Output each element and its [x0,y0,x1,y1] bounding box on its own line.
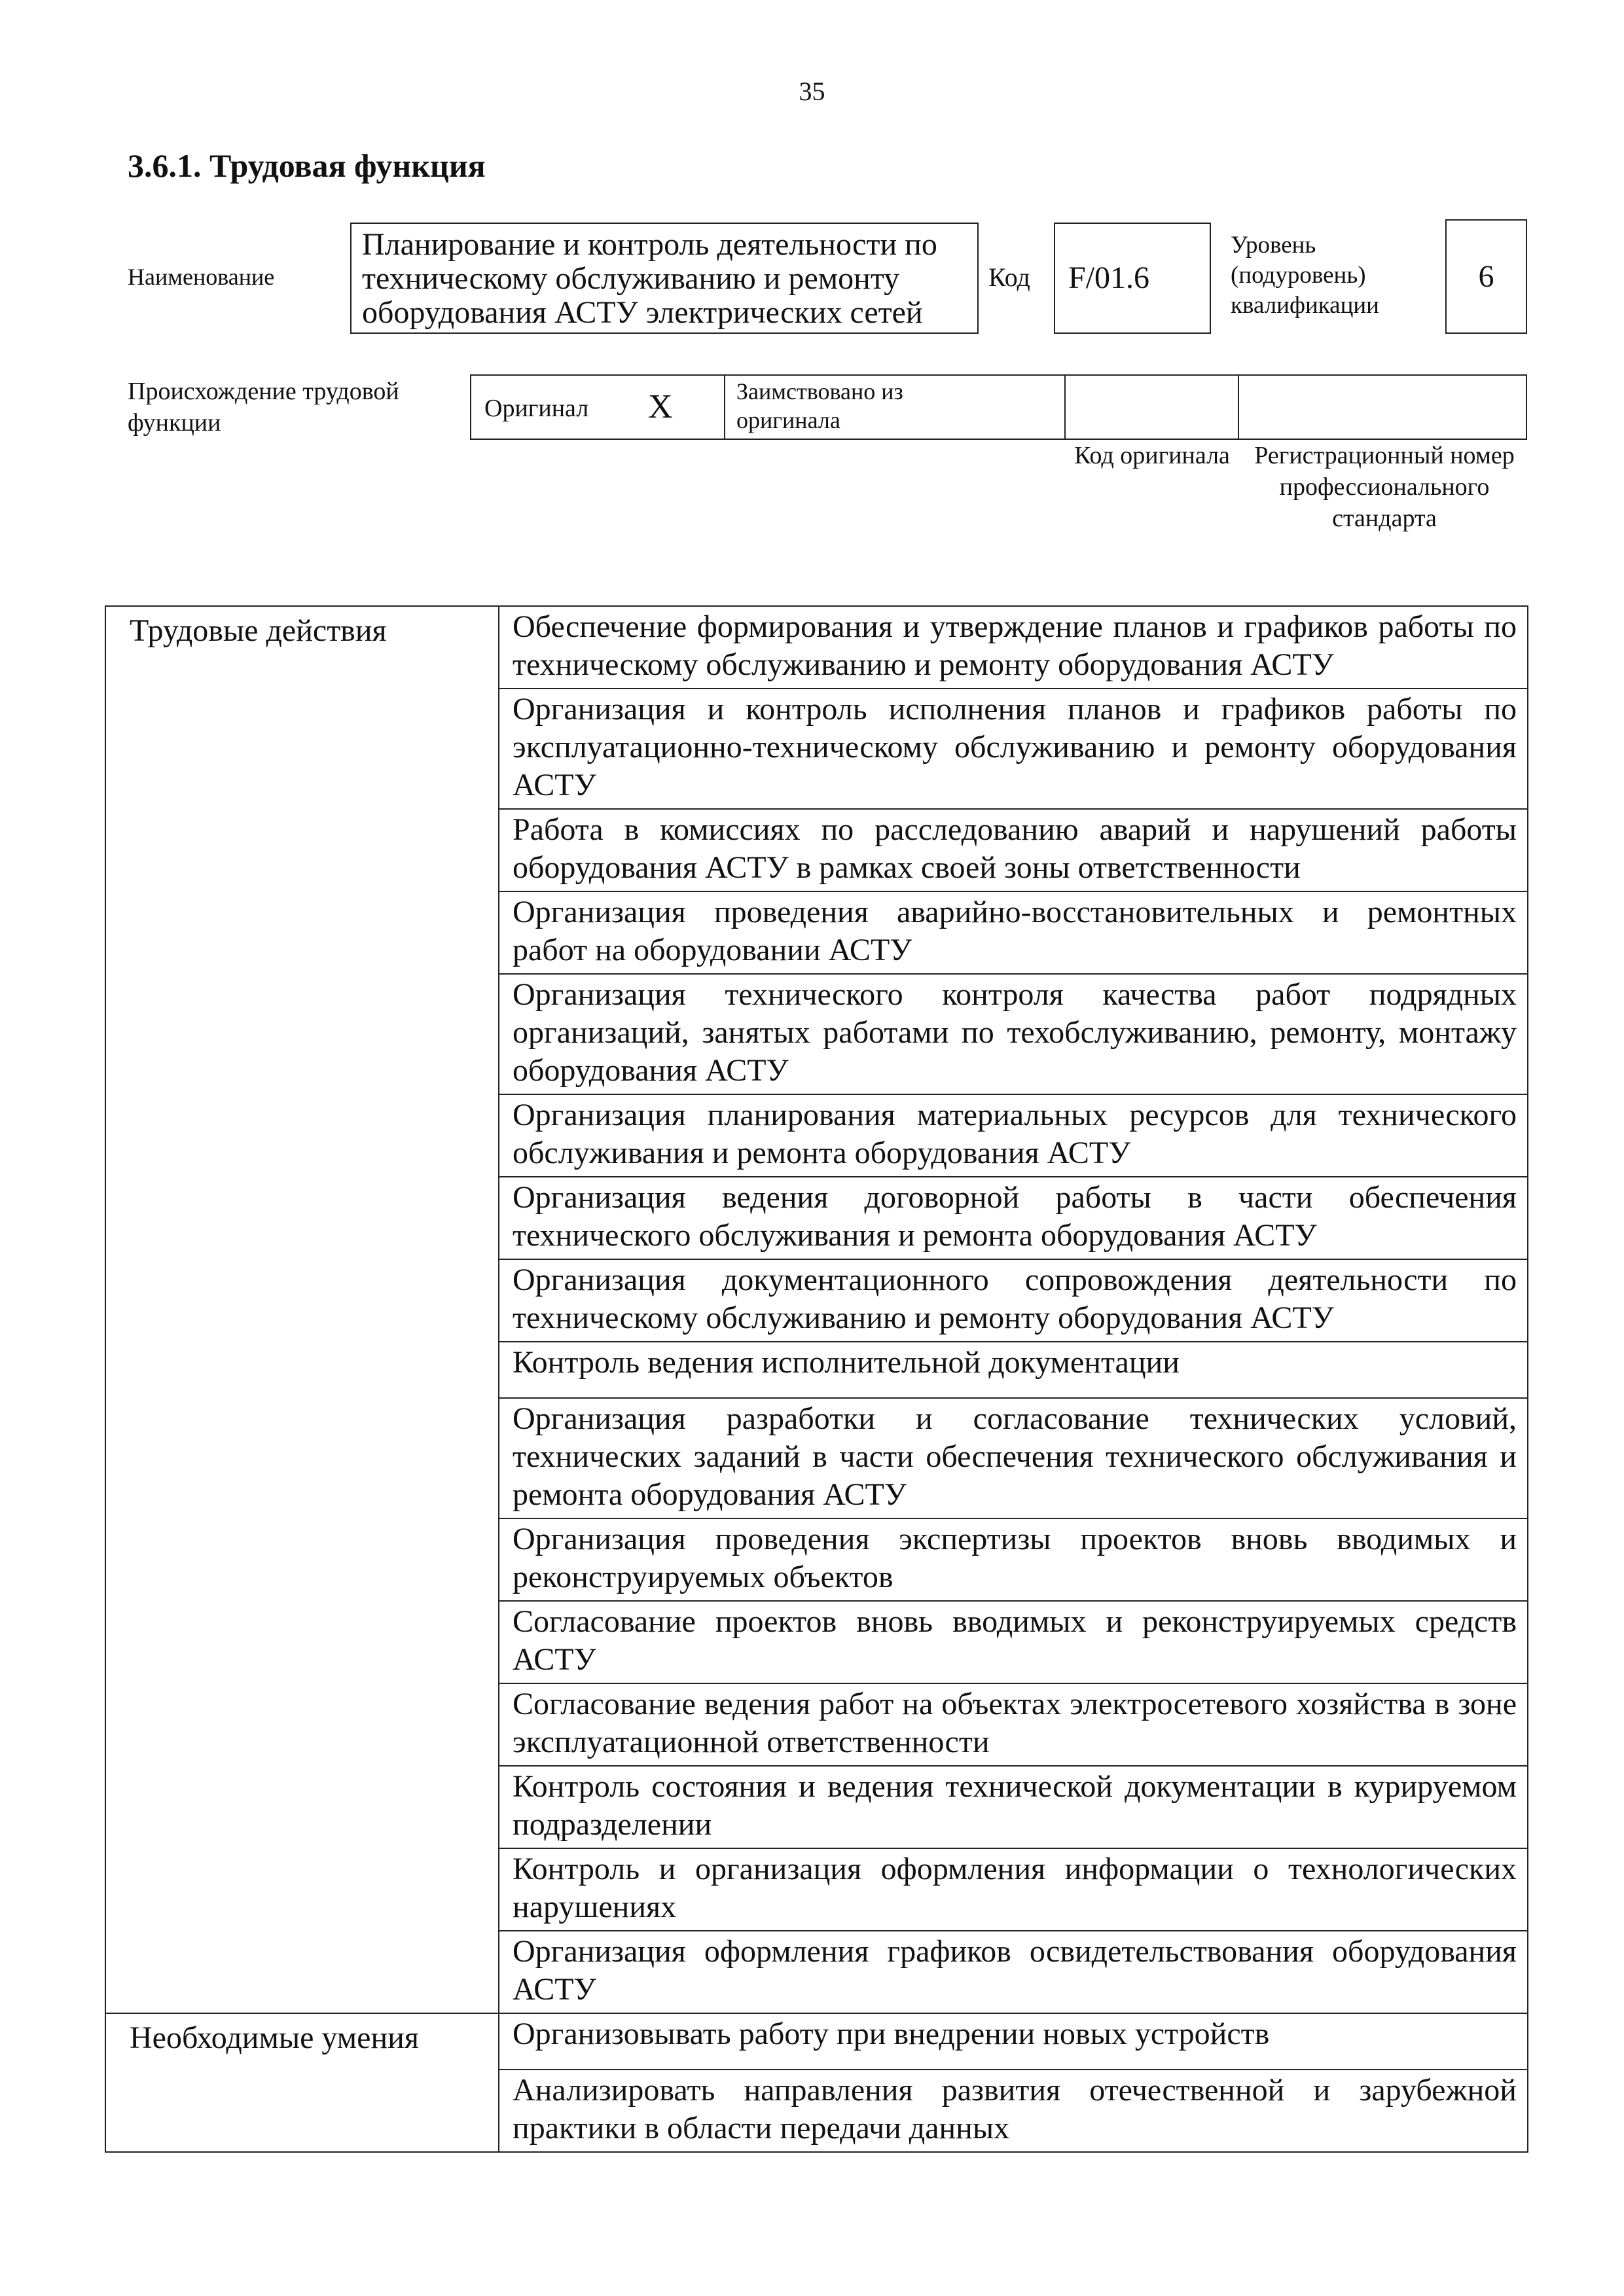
code-label: Код [988,262,1030,292]
action-item: Обеспечение формирования и утверждение планов и графиков работы по техническому обслуживанию и ремонту оборудования АСТУ [499,606,1528,689]
table-row [105,606,1528,689]
table-row [105,2013,1528,2070]
origin-reg-caption: Регистрационный номер профессионального стандарта [1254,442,1515,532]
skills-label: Необходимые умения [105,2013,499,2070]
origin-label [128,376,435,439]
table-row [105,891,1528,974]
table-row [105,1177,1528,1259]
level-label-text: Уровень (подуровень) квалификации [1231,232,1379,319]
action-item: Контроль и организация оформления информации о технологических нарушениях [499,1848,1528,1931]
action-item: Контроль состояния и ведения технической документации в курируемом подразделении [499,1766,1528,1848]
table-row [105,1398,1528,1518]
name-label: Наименование [128,264,275,290]
section-title: 3.6.1. Трудовая функция [128,147,486,184]
function-name-box: Планирование и контроль деятельности по техническому обслуживанию и ремонту оборудования АСТУ электрических сетей [350,223,979,334]
origin-code-caption: Код оригинала [1074,442,1230,469]
skill-item: Организовывать работу при внедрении новых устройств [499,2013,1528,2070]
actions-label: Трудовые действия [105,606,499,689]
origin-original-label: Оригинал [484,395,589,422]
table-row [105,1342,1528,1398]
table-row [105,689,1528,809]
table-row [105,1259,1528,1342]
page-number: 35 [799,77,825,106]
action-item: Организация документационного сопровождения деятельности по техническому обслуживанию и ремонту оборудования АСТУ [499,1259,1528,1342]
table-row [105,1601,1528,1683]
action-item: Организация оформления графиков освидетельствования оборудования АСТУ [499,1931,1528,2013]
action-item: Организация ведения договорной работы в части обеспечения технического обслуживания и ремонта оборудования АСТУ [499,1177,1528,1259]
table-row [105,1931,1528,2013]
origin-cell-code [1066,376,1239,439]
action-item: Согласование ведения работ на объектах электросетевого хозяйства в зоне эксплуатационной ответственности [499,1683,1528,1766]
table-row [105,809,1528,891]
origin-box [470,374,1527,440]
level-box: 6 [1445,219,1527,334]
origin-borrowed-label: Заимствовано из оригинала [736,378,903,433]
code-box: F/01.6 [1054,223,1211,334]
level-label [1231,230,1420,321]
origin-label-text: Происхождение трудовой функции [128,378,399,437]
table-row [105,974,1528,1094]
table-row [105,1094,1528,1177]
origin-original-mark: X [648,388,673,425]
action-item: Согласование проектов вновь вводимых и реконструируемых средств АСТУ [499,1601,1528,1683]
table-row [105,1683,1528,1766]
action-item: Контроль ведения исполнительной документации [499,1342,1528,1398]
table-row [105,1518,1528,1601]
action-item: Работа в комиссиях по расследованию аварий и нарушений работы оборудования АСТУ в рамках своей зоны ответственности [499,809,1528,891]
skill-item: Анализировать направления развития отечественной и зарубежной практики в области передачи данных [499,2070,1528,2152]
table-row [105,1848,1528,1931]
work-function-table [105,605,1528,2153]
action-item: Организация технического контроля качества работ подрядных организаций, занятых работами по техобслуживанию, ремонту, монтажу оборудования АСТУ [499,974,1528,1094]
action-item: Организация проведения экспертизы проектов вновь вводимых и реконструируемых объектов [499,1518,1528,1601]
action-item: Организация и контроль исполнения планов и графиков работы по эксплуатационно-техническому обслуживанию и ремонту оборудования АСТУ [499,689,1528,809]
action-item: Организация проведения аварийно-восстановительных и ремонтных работ на оборудовании АСТУ [499,891,1528,974]
action-item: Организация планирования материальных ресурсов для технического обслуживания и ремонта оборудования АСТУ [499,1094,1528,1177]
table-row [105,2070,1528,2152]
table-row [105,1766,1528,1848]
action-item: Организация разработки и согласование технических условий, технических заданий в части обеспечения технического обслуживания и ремонта оборудования АСТУ [499,1398,1528,1518]
